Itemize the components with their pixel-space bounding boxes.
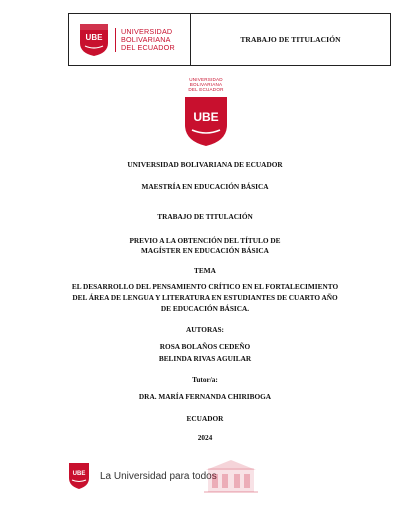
purpose-line-1: PREVIO A LA OBTENCIÓN DEL TÍTULO DE — [129, 236, 281, 245]
center-brand-line-3: DEL ECUADOR — [188, 87, 224, 93]
header-logo — [69, 14, 191, 65]
footer-slogan: La Universidad para todos — [100, 470, 217, 482]
header-brand-line-2: BOLIVARIANA — [121, 34, 171, 44]
page-header — [68, 13, 391, 66]
theme-line-2: DEL ÁREA DE LENGUA Y LITERATURA EN ESTUDIANTES DE CUARTO AÑO — [72, 293, 338, 302]
center-brand-mark: UBE — [193, 109, 219, 124]
center-brand-line-1: UNIVERSIDAD — [189, 77, 223, 82]
purpose-line-2: MAGÍSTER EN EDUCACIÓN BÁSICA — [141, 246, 269, 255]
page-footer — [68, 456, 378, 496]
year: 2024 — [197, 433, 213, 442]
work-type: TRABAJO DE TITULACIÓN — [157, 212, 253, 221]
header-brand-line-1: UNIVERSIDAD — [121, 26, 173, 36]
tutor-name: DRA. MARÍA FERNANDA CHIRIBOGA — [138, 392, 272, 401]
ube-large-shield-icon — [183, 95, 229, 148]
header-brand-line-3: DEL ECUADOR — [121, 42, 175, 52]
author-1: ROSA BOLAÑOS CEDEÑO — [159, 342, 251, 351]
header-title: TRABAJO DE TITULACIÓN — [240, 35, 341, 44]
center-brand-name — [183, 77, 229, 93]
center-brand-line-2: BOLIVARIANA — [189, 82, 223, 88]
author-2: BELINDA RIVAS AGUILAR — [158, 354, 252, 363]
theme-label: TEMA — [194, 266, 216, 275]
building-watermark-icon — [202, 458, 260, 494]
authors-label: AUTORAS: — [186, 325, 224, 334]
theme-line-1: EL DESARROLLO DEL PENSAMIENTO CRÍTICO EN EL FORTALECIMIENTO — [71, 282, 339, 291]
header-brand-mark: UBE — [85, 32, 103, 42]
footer-brand-mark: UBE — [72, 471, 86, 477]
theme-line-3: DE EDUCACIÓN BÁSICA. — [160, 304, 250, 313]
ube-shield-icon — [79, 23, 109, 57]
tutor-label: Tutor/a: — [192, 375, 218, 384]
university-name: UNIVERSIDAD BOLIVARIANA DE ECUADOR — [127, 160, 283, 169]
country: ECUADOR — [186, 414, 224, 423]
program-name: MAESTRÍA EN EDUCACIÓN BÁSICA — [141, 182, 269, 191]
center-logo — [183, 77, 229, 153]
footer-shield-icon — [68, 462, 90, 490]
header-brand-name — [115, 28, 175, 52]
